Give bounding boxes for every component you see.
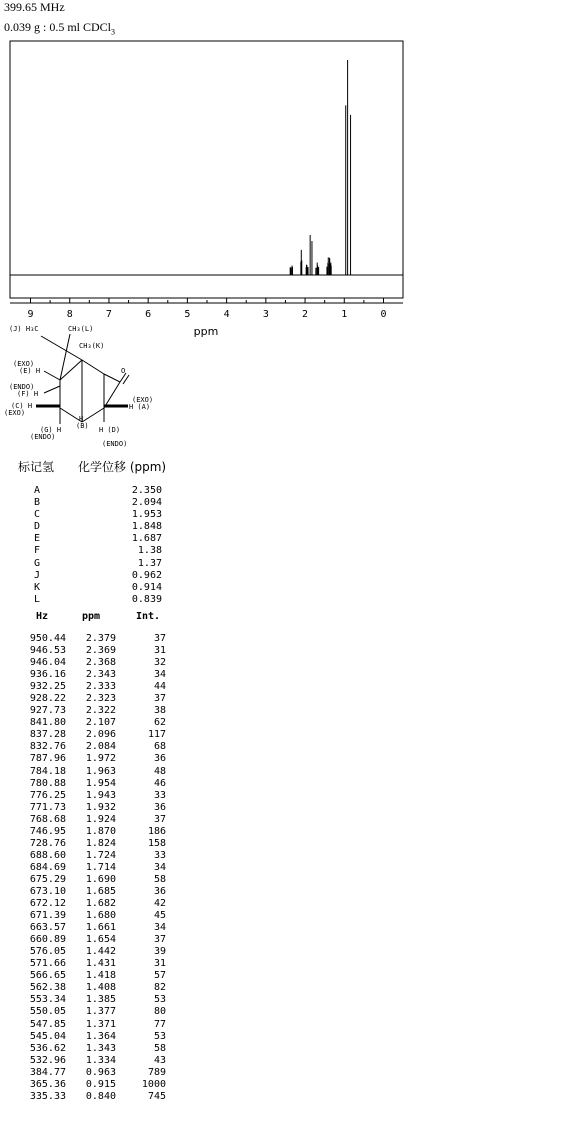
peak-int: 48 [153, 765, 166, 777]
peak-hz: 384.77 [29, 1066, 66, 1078]
peak-hz: 571.66 [29, 958, 66, 970]
peak-row [24, 681, 174, 693]
x-tick-label: 4 [223, 309, 230, 320]
assignment-label: C [34, 509, 41, 521]
assignment-shift: 0.962 [131, 569, 162, 581]
sample-text: 0.039 g : 0.5 ml CDCl [4, 20, 112, 34]
label-e-h: (E) H [19, 367, 41, 375]
peak-ppm: 1.824 [85, 837, 116, 849]
peak-int: 37 [153, 934, 166, 946]
assignment-label: B [34, 497, 41, 509]
peak-int: 745 [147, 1090, 166, 1102]
peak-int: 31 [153, 958, 166, 970]
peak-row [24, 934, 174, 946]
peak-hz: 688.60 [29, 849, 66, 861]
peak-int: 33 [153, 789, 166, 801]
peak-hz: 932.25 [29, 681, 66, 693]
peak-hz: 675.29 [29, 873, 66, 885]
peak-ppm: 1.661 [85, 922, 116, 934]
peak-hz: 536.62 [29, 1042, 66, 1054]
bond-c2-c3 [104, 382, 120, 408]
peak-row [24, 850, 174, 862]
assignment-shift: 0.914 [131, 581, 162, 593]
peak-ppm: 2.333 [85, 681, 116, 693]
assignment-label: L [34, 593, 41, 605]
peak-table [24, 633, 174, 1103]
peak-int: 58 [153, 1042, 166, 1054]
peak-row [24, 1043, 174, 1055]
assignment-shift: 2.350 [131, 485, 162, 496]
assignment-label: F [34, 545, 41, 557]
peak-row [24, 802, 174, 814]
peak-int: 68 [153, 741, 166, 753]
peak-ppm: 1.924 [85, 813, 116, 825]
peak-int: 53 [153, 994, 166, 1006]
peak-ppm: 1.943 [85, 789, 116, 801]
peak-row [24, 982, 174, 994]
peak-ppm: 2.107 [85, 717, 116, 729]
peak-row [24, 693, 174, 705]
bond-c4-c3 [82, 408, 104, 422]
assignment-row [34, 509, 174, 521]
peak-int: 82 [153, 982, 166, 994]
label-c-exo: (EXO) [4, 409, 26, 417]
peak-hz: 771.73 [29, 801, 66, 813]
peak-row [24, 874, 174, 886]
label-b-h: H [79, 415, 84, 423]
label-j-h3c: (J) H₃C [9, 325, 39, 333]
peak-row [24, 778, 174, 790]
peak-row [24, 970, 174, 982]
label-ch3-l: CH₃(L) [68, 325, 94, 333]
peak-int: 39 [153, 946, 166, 958]
label-e-exo: (EXO) [13, 360, 35, 368]
peak-hz: 684.69 [29, 861, 66, 873]
peak-hz: 746.95 [29, 825, 66, 837]
peak-ppm: 2.343 [85, 669, 116, 681]
bond-j [41, 336, 82, 360]
nmr-spectrum-chart [0, 36, 570, 341]
assignment-header-shift: 化学位移 (ppm) [78, 460, 167, 474]
peak-row [24, 826, 174, 838]
peak-ppm: 0.840 [85, 1090, 116, 1102]
peak-int: 37 [153, 813, 166, 825]
peak-int: 36 [153, 753, 166, 765]
peak-hz: 532.96 [29, 1054, 66, 1066]
peak-int: 44 [153, 681, 166, 693]
peak-ppm: 2.084 [85, 741, 116, 753]
peak-int: 34 [153, 861, 166, 873]
peak-row [24, 1031, 174, 1043]
molecule-structure [0, 318, 200, 453]
peak-header-ppm: ppm [82, 611, 101, 622]
peak-row [24, 1006, 174, 1018]
peak-ppm: 1.371 [85, 1018, 116, 1030]
peak-row [24, 705, 174, 717]
assignment-row [34, 558, 174, 570]
x-axis-ticks [27, 298, 386, 320]
peak-hz: 950.44 [29, 633, 66, 644]
assignment-row [34, 570, 174, 582]
peak-hz: 550.05 [29, 1006, 66, 1018]
peak-hz: 553.34 [29, 994, 66, 1006]
label-a-h: H (A) [129, 403, 151, 411]
peak-int: 1000 [141, 1078, 166, 1090]
label-g-h: (G) H [40, 426, 62, 434]
peak-ppm: 2.096 [85, 729, 116, 741]
spectrometer-frequency: 399.65 MHz [4, 0, 65, 14]
label-b-b: (B) [76, 422, 89, 430]
peak-ppm: 1.714 [85, 861, 116, 873]
peak-hz: 787.96 [29, 753, 66, 765]
peak-hz: 841.80 [29, 717, 66, 729]
peak-int: 117 [147, 729, 166, 741]
peak-int: 36 [153, 801, 166, 813]
sample-concentration [4, 20, 115, 36]
peak-hz: 832.76 [29, 741, 66, 753]
peak-ppm: 1.385 [85, 994, 116, 1006]
peak-hz: 660.89 [29, 934, 66, 946]
assignment-table [34, 485, 174, 606]
peak-row [24, 910, 174, 922]
bond-h-f [44, 386, 60, 393]
peak-row [24, 994, 174, 1006]
peak-ppm: 2.379 [85, 633, 116, 644]
x-tick-label: 7 [105, 309, 112, 320]
assignment-shift: 2.094 [131, 497, 162, 509]
assignment-row [34, 582, 174, 594]
assignment-label: A [34, 485, 41, 496]
peak-int: 80 [153, 1006, 166, 1018]
assignment-label: J [34, 569, 41, 581]
peak-hz: 562.38 [29, 982, 66, 994]
x-tick-label: 6 [145, 309, 152, 320]
label-g-endo: (ENDO) [30, 433, 56, 441]
peak-row [24, 886, 174, 898]
peak-ppm: 1.690 [85, 873, 116, 885]
peak-header-hz: Hz [36, 611, 49, 622]
label-f-h: (F) H [17, 390, 39, 398]
peak-hz: 928.22 [29, 693, 66, 705]
x-axis-label: ppm [193, 325, 219, 338]
peak-row [24, 729, 174, 741]
peak-ppm: 1.377 [85, 1006, 116, 1018]
peak-hz: 768.68 [29, 813, 66, 825]
peak-int: 58 [153, 873, 166, 885]
assignment-row [34, 594, 174, 606]
peak-int: 38 [153, 705, 166, 717]
peak-hz: 663.57 [29, 922, 66, 934]
x-tick-label: 9 [27, 309, 34, 320]
x-tick-label: 3 [262, 309, 269, 320]
peak-hz: 837.28 [29, 729, 66, 741]
assignment-row [34, 521, 174, 533]
peak-row [24, 898, 174, 910]
x-tick-label: 2 [302, 309, 309, 320]
peak-hz: 566.65 [29, 970, 66, 982]
peak-row [24, 1079, 174, 1091]
peak-ppm: 1.418 [85, 970, 116, 982]
peak-hz: 671.39 [29, 910, 66, 922]
peak-hz: 673.10 [29, 885, 66, 897]
label-oxygen: O [121, 367, 126, 375]
peak-ppm: 1.408 [85, 982, 116, 994]
peak-int: 77 [153, 1018, 166, 1030]
peak-hz: 547.85 [29, 1018, 66, 1030]
label-f-endo: (ENDO) [9, 383, 35, 391]
peak-int: 45 [153, 910, 166, 922]
peak-ppm: 2.368 [85, 657, 116, 669]
peak-int: 34 [153, 922, 166, 934]
assignment-label: E [34, 533, 41, 545]
peak-ppm: 1.334 [85, 1054, 116, 1066]
peak-int: 158 [147, 837, 166, 849]
peak-hz: 335.33 [29, 1090, 66, 1102]
x-tick-label: 0 [380, 309, 387, 320]
peak-row [24, 766, 174, 778]
peak-ppm: 0.915 [85, 1078, 116, 1090]
peak-hz: 672.12 [29, 898, 66, 910]
label-c-h: (C) H [11, 402, 33, 410]
bond-c7-c1 [82, 360, 104, 374]
peak-int: 57 [153, 970, 166, 982]
assignment-label: K [34, 581, 41, 593]
label-d-endo: (ENDO) [102, 440, 128, 448]
peak-row [24, 922, 174, 934]
peak-ppm: 1.972 [85, 753, 116, 765]
assignment-header-label: 标记氢 [18, 460, 55, 474]
sample-subscript: 3 [111, 27, 116, 37]
peak-ppm: 0.963 [85, 1066, 116, 1078]
assignment-row [34, 485, 174, 497]
peak-ppm: 1.724 [85, 849, 116, 861]
assignment-row [34, 533, 174, 545]
peak-hz: 776.25 [29, 789, 66, 801]
peak-hz: 576.05 [29, 946, 66, 958]
peak-ppm: 1.870 [85, 825, 116, 837]
peak-hz: 365.36 [29, 1078, 66, 1090]
peak-row [24, 669, 174, 681]
peak-row [24, 838, 174, 850]
assignment-label: D [34, 521, 41, 533]
peak-header-int: Int. [136, 611, 161, 622]
peak-hz: 545.04 [29, 1030, 66, 1042]
peak-int: 36 [153, 885, 166, 897]
peak-row [24, 790, 174, 802]
peak-ppm: 1.431 [85, 958, 116, 970]
peak-int: 33 [153, 849, 166, 861]
peak-int: 186 [147, 825, 166, 837]
assignment-shift: 1.37 [137, 557, 162, 569]
peak-int: 46 [153, 777, 166, 789]
assignment-row [34, 545, 174, 557]
peak-ppm: 1.680 [85, 910, 116, 922]
peak-row [24, 657, 174, 669]
peak-ppm: 1.343 [85, 1042, 116, 1054]
label-ch3-k: CH₃(K) [79, 342, 105, 350]
peak-hz: 780.88 [29, 777, 66, 789]
peak-hz: 784.18 [29, 765, 66, 777]
x-tick-label: 1 [341, 309, 348, 320]
peak-hz: 936.16 [29, 669, 66, 681]
peak-row [24, 717, 174, 729]
peak-int: 31 [153, 645, 166, 657]
bond-l [60, 334, 70, 380]
peak-row [24, 1091, 174, 1103]
peak-row [24, 1055, 174, 1067]
peak-ppm: 1.682 [85, 898, 116, 910]
bond-h-e [44, 371, 60, 380]
x-tick-label: 5 [184, 309, 191, 320]
peak-ppm: 2.369 [85, 645, 116, 657]
peak-ppm: 1.963 [85, 765, 116, 777]
peak-row [24, 946, 174, 958]
peak-hz: 946.04 [29, 657, 66, 669]
peak-row [24, 645, 174, 657]
x-tick-label: 8 [66, 309, 73, 320]
assignment-shift: 1.848 [131, 521, 162, 533]
peak-int: 37 [153, 633, 166, 644]
peak-row [24, 753, 174, 765]
peak-ppm: 1.442 [85, 946, 116, 958]
peak-row [24, 814, 174, 826]
peak-row [24, 1067, 174, 1079]
assignment-shift: 1.687 [131, 533, 162, 545]
peak-row [24, 958, 174, 970]
peak-row [24, 741, 174, 753]
peak-int: 789 [147, 1066, 166, 1078]
label-d-h: H (D) [99, 426, 121, 434]
peak-ppm: 1.932 [85, 801, 116, 813]
peak-int: 43 [153, 1054, 166, 1066]
label-a-exo: (EXO) [132, 396, 154, 404]
assignment-row [34, 497, 174, 509]
peak-int: 37 [153, 693, 166, 705]
peak-hz: 728.76 [29, 837, 66, 849]
peak-int: 42 [153, 898, 166, 910]
peak-int: 62 [153, 717, 166, 729]
peak-row [24, 862, 174, 874]
peak-row [24, 1019, 174, 1031]
plot-frame [10, 41, 403, 298]
bond-carbonyl-carbon [104, 374, 120, 382]
assignment-shift: 1.38 [137, 545, 162, 557]
assignment-header [18, 458, 167, 475]
assignment-shift: 0.839 [131, 593, 162, 605]
peak-row [24, 633, 174, 645]
peak-int: 34 [153, 669, 166, 681]
assignment-shift: 1.953 [131, 509, 162, 521]
peak-int: 32 [153, 657, 166, 669]
peak-ppm: 1.685 [85, 885, 116, 897]
peak-hz: 927.73 [29, 705, 66, 717]
assignment-label: G [34, 557, 41, 569]
peak-ppm: 1.364 [85, 1030, 116, 1042]
peak-ppm: 2.323 [85, 693, 116, 705]
peak-hz: 946.53 [29, 645, 66, 657]
peak-int: 53 [153, 1030, 166, 1042]
peak-ppm: 1.654 [85, 934, 116, 946]
peak-ppm: 2.322 [85, 705, 116, 717]
peak-ppm: 1.954 [85, 777, 116, 789]
